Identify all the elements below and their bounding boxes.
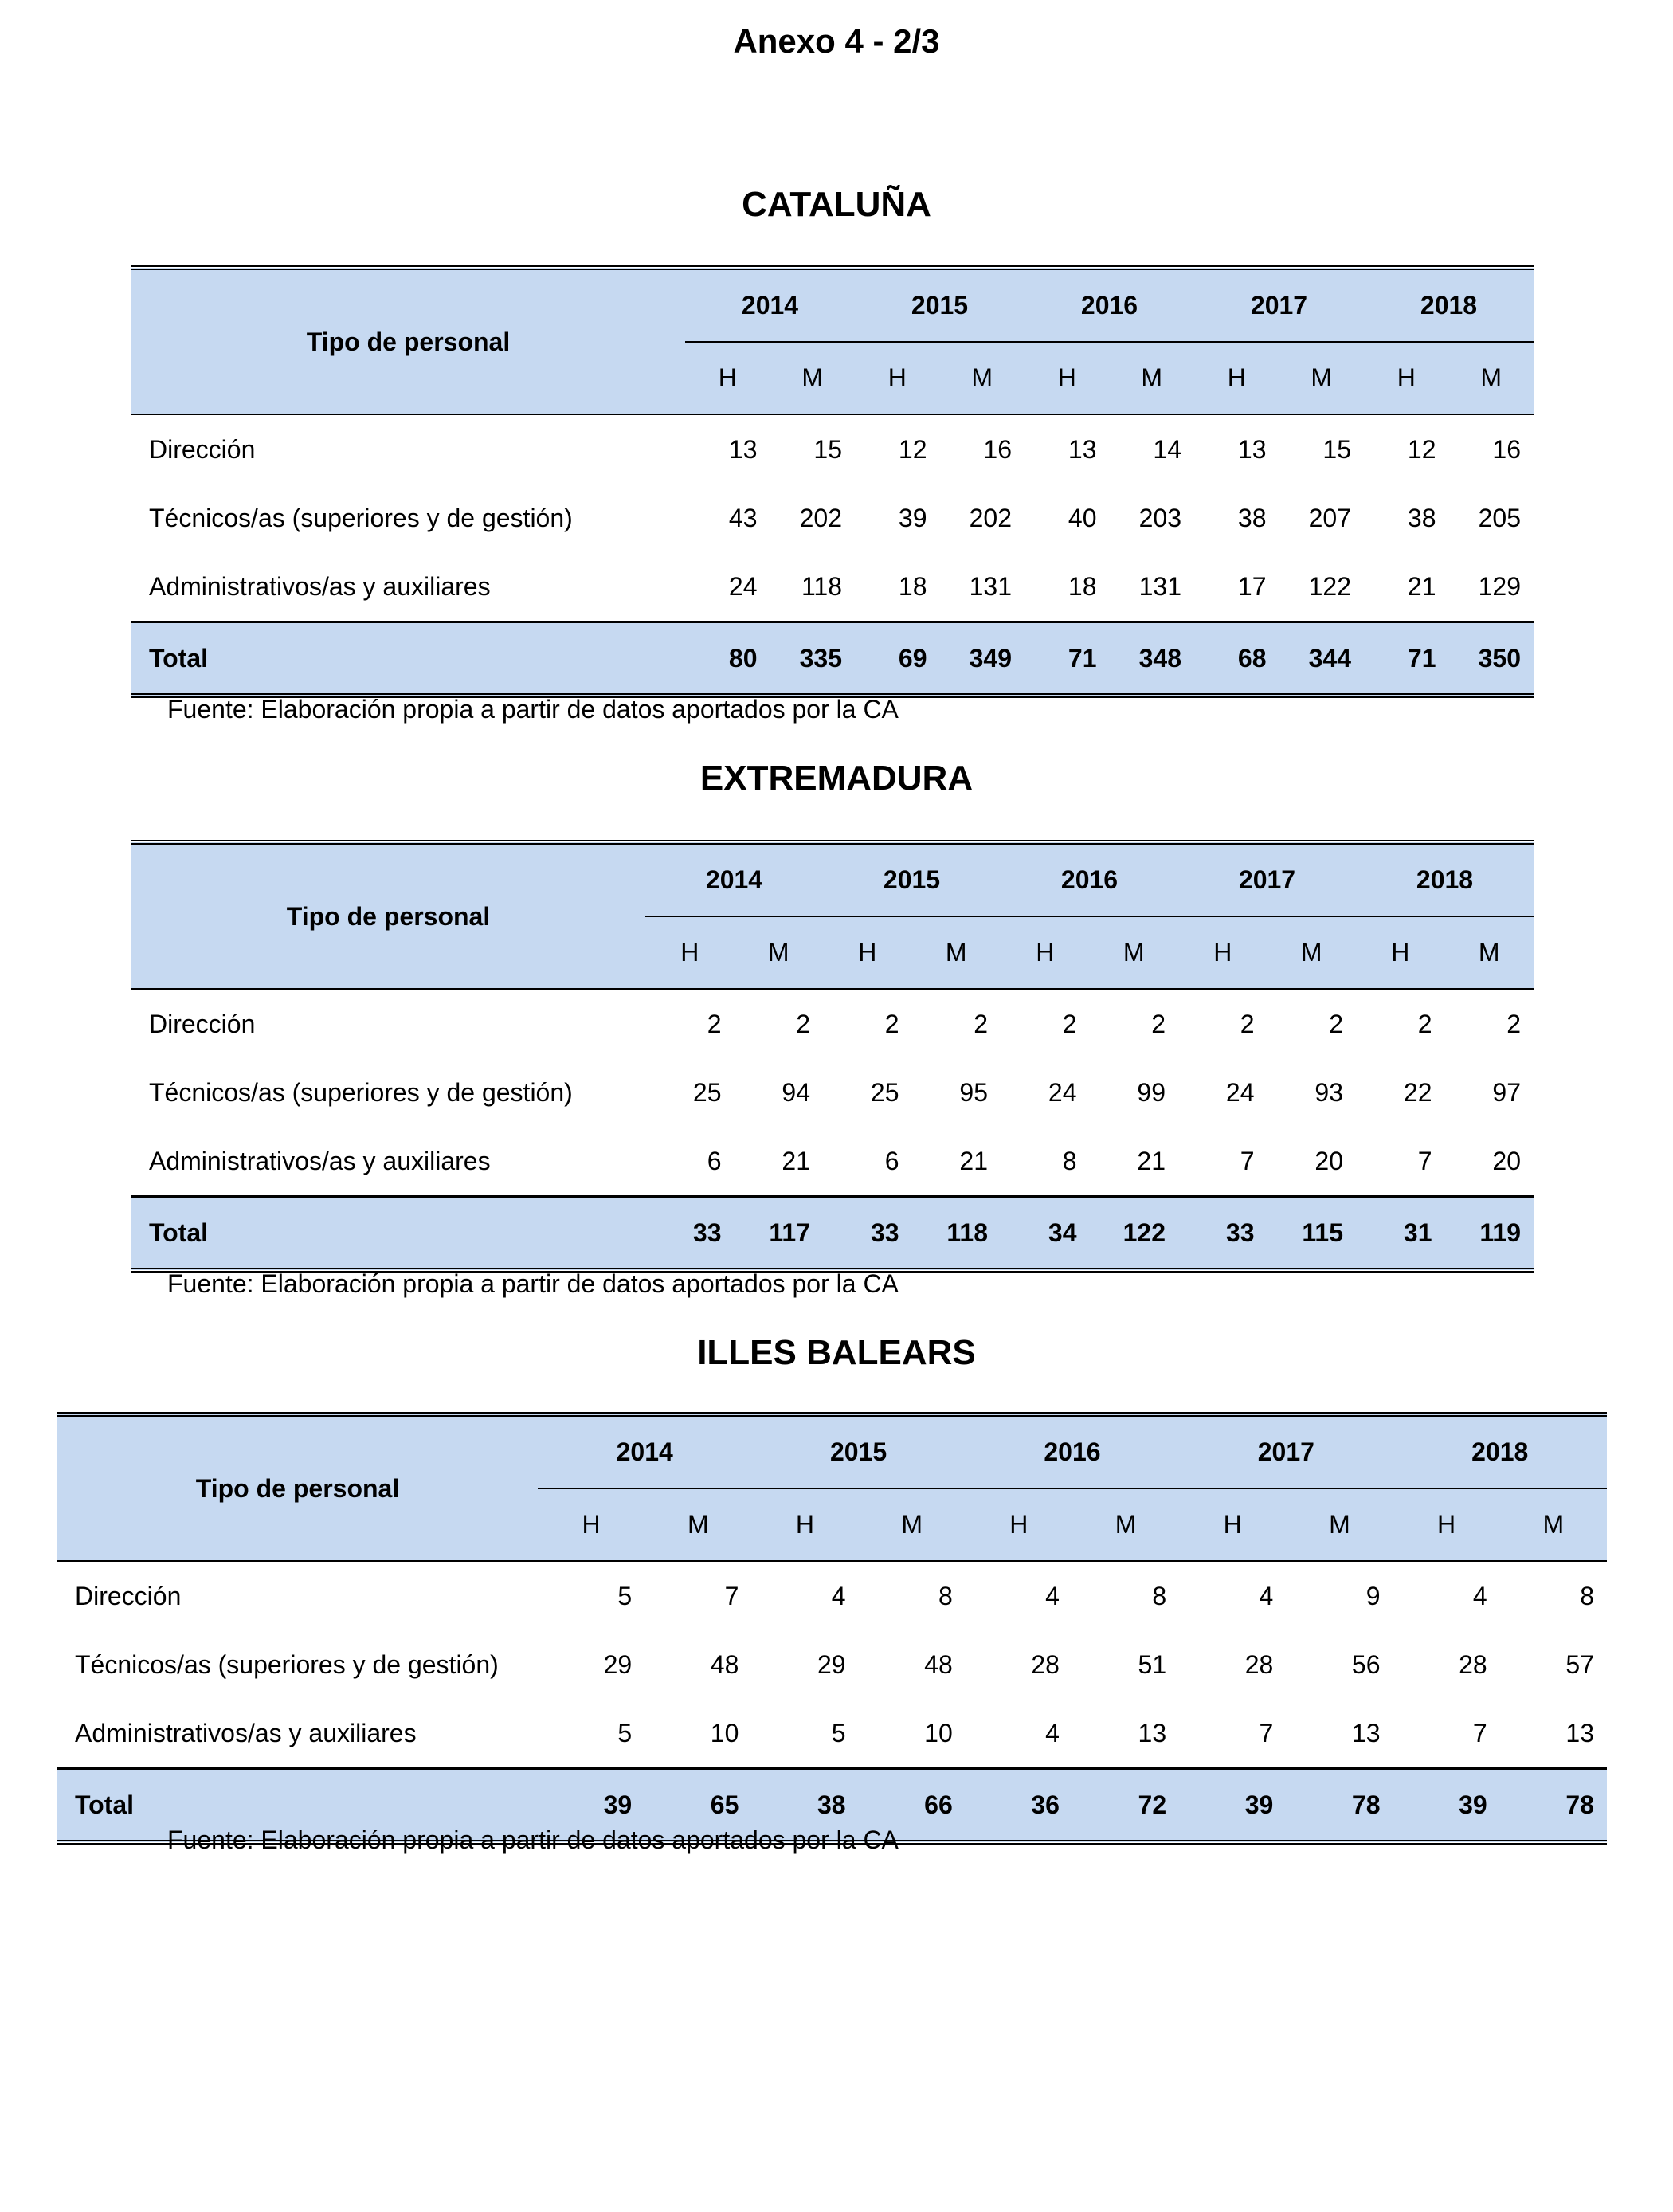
year-header: 2018 (1364, 268, 1534, 342)
table-row (57, 1561, 1607, 1630)
total-cell: 78 (1500, 1769, 1607, 1843)
sex-header-m: M (901, 1510, 923, 1539)
total-cell: 119 (1445, 1197, 1534, 1271)
page-title: Anexo 4 - 2/3 (733, 22, 940, 60)
sex-header-h: H (1223, 1510, 1242, 1539)
table-cell: 5 (831, 1718, 846, 1747)
table-cell: 48 (710, 1649, 739, 1679)
table-cell: 13 (1237, 434, 1267, 464)
table-cell: 207 (1308, 503, 1351, 532)
table-cell: 48 (924, 1649, 953, 1679)
total-cell: 39 (1393, 1769, 1500, 1843)
sex-header-m: M (1141, 363, 1163, 392)
table-cell: 16 (1492, 434, 1521, 464)
sex-header-h: H (1009, 1510, 1028, 1539)
year-header: 2015 (855, 268, 1025, 342)
sex-header-m: M (1311, 363, 1333, 392)
total-cell: 344 (1279, 622, 1365, 696)
table-cell: 39 (898, 503, 927, 532)
section-title-illes-balears: ILLES BALEARS (697, 1333, 976, 1372)
total-cell: 71 (1025, 622, 1110, 696)
source-note: Fuente: Elaboración propia a partir de datos aportados por la CA (167, 1826, 899, 1854)
table-cell: 43 (728, 503, 758, 532)
sex-header-h: H (1036, 938, 1055, 967)
sex-header-h: H (1391, 938, 1410, 967)
table-cell: 28 (1459, 1649, 1487, 1679)
table-cell: 56 (1351, 1649, 1381, 1679)
total-cell: 80 (685, 622, 770, 696)
year-header: 2017 (1194, 268, 1364, 342)
table-row (131, 414, 1534, 484)
total-cell: 33 (1178, 1197, 1267, 1271)
table-row (131, 1058, 1534, 1127)
table-cell: 97 (1492, 1077, 1521, 1107)
total-cell: 69 (855, 622, 940, 696)
table-cell: 2 (707, 1009, 722, 1038)
table-cell: 10 (924, 1718, 953, 1747)
total-cell: 68 (1194, 622, 1279, 696)
table-cell: 15 (1322, 434, 1351, 464)
row-label: Técnicos/as (superiores y de gestión) (149, 1077, 573, 1107)
row-label: Administrativos/as y auxiliares (75, 1718, 417, 1747)
table-cell: 24 (1225, 1077, 1255, 1107)
table-cell: 118 (801, 571, 842, 601)
table-cell: 10 (710, 1718, 739, 1747)
total-cell: 38 (751, 1769, 858, 1843)
total-cell: 39 (1179, 1769, 1286, 1843)
section-title-cataluna: CATALUÑA (742, 185, 931, 224)
table-cell: 2 (884, 1009, 899, 1038)
table-cell: 2 (974, 1009, 988, 1038)
table-cell: 22 (1403, 1077, 1432, 1107)
table-row (131, 484, 1534, 552)
table-cell: 13 (1351, 1718, 1381, 1747)
table-cell: 20 (1314, 1146, 1343, 1175)
total-cell: 118 (912, 1197, 1001, 1271)
table-cell: 13 (1138, 1718, 1167, 1747)
total-cell: 66 (859, 1769, 966, 1843)
table-cell: 7 (724, 1581, 739, 1610)
table-cell: 4 (1472, 1581, 1487, 1610)
table-cell: 15 (813, 434, 842, 464)
table-cell: 21 (1407, 571, 1436, 601)
row-label: Administrativos/as y auxiliares (149, 571, 491, 601)
row-label: Administrativos/as y auxiliares (149, 1146, 491, 1175)
table-cell: 202 (799, 503, 842, 532)
total-label: Total (131, 1197, 645, 1271)
total-row (131, 1197, 1534, 1271)
table-cell: 2 (1506, 1009, 1521, 1038)
table-cell: 57 (1565, 1649, 1594, 1679)
table-cell: 21 (782, 1146, 810, 1175)
total-row (131, 622, 1534, 696)
table-cell: 94 (782, 1077, 810, 1107)
total-cell: 348 (1110, 622, 1195, 696)
table-row (131, 989, 1534, 1058)
table-cell: 18 (898, 571, 927, 601)
staff-table (131, 840, 1534, 1273)
table-cell: 18 (1068, 571, 1097, 601)
table-cell: 9 (1365, 1581, 1381, 1610)
table-cell: 40 (1068, 503, 1097, 532)
table-cell: 6 (707, 1146, 722, 1175)
total-cell: 33 (823, 1197, 912, 1271)
table-cell: 21 (1137, 1146, 1166, 1175)
table-cell: 28 (1031, 1649, 1060, 1679)
year-header: 2015 (823, 842, 1001, 916)
table-cell: 13 (1565, 1718, 1594, 1747)
staff-table (131, 265, 1534, 698)
sex-header-m: M (1300, 938, 1322, 967)
sex-header-m: M (1115, 1510, 1137, 1539)
year-header: 2018 (1356, 842, 1534, 916)
section-title-extremadura: EXTREMADURA (699, 759, 974, 798)
table-cell: 129 (1478, 571, 1521, 601)
total-cell: 335 (770, 622, 856, 696)
table-cell: 202 (969, 503, 1012, 532)
column-header-tipo: Tipo de personal (131, 842, 645, 989)
table-cell: 21 (959, 1146, 988, 1175)
table-cell: 7 (1472, 1718, 1487, 1747)
table-cell: 8 (1062, 1146, 1077, 1175)
sex-header-h: H (1213, 938, 1232, 967)
total-cell: 39 (538, 1769, 645, 1843)
year-header: 2017 (1178, 842, 1356, 916)
table-cell: 20 (1492, 1146, 1521, 1175)
table-row (57, 1630, 1607, 1699)
sex-header-h: H (858, 938, 877, 967)
table-cell: 6 (884, 1146, 899, 1175)
table-cell: 12 (1407, 434, 1436, 464)
table-cell: 25 (870, 1077, 899, 1107)
table-row (131, 1127, 1534, 1197)
year-header: 2016 (1001, 842, 1178, 916)
table-row (57, 1699, 1607, 1769)
sex-header-m: M (1329, 1510, 1350, 1539)
row-label: Dirección (149, 1009, 256, 1038)
year-header: 2014 (685, 268, 855, 342)
total-cell: 65 (645, 1769, 751, 1843)
total-cell: 34 (1001, 1197, 1090, 1271)
table-cell: 203 (1138, 503, 1181, 532)
table-cell: 99 (1137, 1077, 1166, 1107)
table-cell: 8 (1152, 1581, 1167, 1610)
sex-header-m: M (767, 938, 789, 967)
table-cell: 25 (692, 1077, 722, 1107)
table-cell: 24 (1048, 1077, 1077, 1107)
column-header-tipo: Tipo de personal (57, 1414, 538, 1561)
total-label: Total (131, 622, 685, 696)
table-cell: 4 (1259, 1581, 1274, 1610)
row-label: Técnicos/as (superiores y de gestión) (75, 1649, 499, 1679)
sex-header-h: H (1057, 363, 1076, 392)
table-cell: 2 (1240, 1009, 1255, 1038)
year-header: 2015 (751, 1414, 965, 1488)
sex-header-m: M (1478, 938, 1500, 967)
sex-header-h: H (582, 1510, 601, 1539)
table-cell: 16 (983, 434, 1012, 464)
total-cell: 71 (1364, 622, 1449, 696)
table-cell: 51 (1138, 1649, 1167, 1679)
year-header: 2014 (645, 842, 823, 916)
source-note: Fuente: Elaboración propia a partir de datos aportados por la CA (167, 695, 899, 724)
sex-header-m: M (971, 363, 993, 392)
table-cell: 2 (1062, 1009, 1077, 1038)
table-cell: 17 (1237, 571, 1267, 601)
table-cell: 4 (831, 1581, 846, 1610)
row-label: Dirección (149, 434, 256, 464)
table-cell: 29 (603, 1649, 633, 1679)
total-cell: 349 (940, 622, 1025, 696)
table-cell: 4 (1045, 1581, 1060, 1610)
sex-header-h: H (1437, 1510, 1456, 1539)
total-cell: 36 (966, 1769, 1072, 1843)
year-header: 2016 (1025, 268, 1194, 342)
table-cell: 8 (1580, 1581, 1594, 1610)
table-cell: 28 (1244, 1649, 1274, 1679)
sex-header-m: M (1542, 1510, 1565, 1539)
sex-header-h: H (887, 363, 907, 392)
sex-header-m: M (945, 938, 967, 967)
column-header-tipo: Tipo de personal (131, 268, 685, 414)
table-illes-balears (57, 1412, 1607, 1845)
total-label: Total (57, 1769, 538, 1843)
table-cell: 38 (1407, 503, 1436, 532)
table-cell: 29 (817, 1649, 846, 1679)
table-cell: 7 (1259, 1718, 1274, 1747)
total-cell: 33 (645, 1197, 735, 1271)
total-cell: 115 (1267, 1197, 1357, 1271)
table-cell: 131 (969, 571, 1012, 601)
total-cell: 31 (1356, 1197, 1445, 1271)
table-cell: 12 (898, 434, 927, 464)
table-cell: 14 (1153, 434, 1181, 464)
table-cell: 38 (1237, 503, 1267, 532)
sex-header-h: H (795, 1510, 815, 1539)
table-cell: 4 (1045, 1718, 1060, 1747)
table-cell: 7 (1417, 1146, 1432, 1175)
table-cataluna (131, 265, 1534, 698)
table-cell: 2 (1417, 1009, 1432, 1038)
row-label: Técnicos/as (superiores y de gestión) (149, 503, 573, 532)
table-cell: 8 (938, 1581, 953, 1610)
sex-header-h: H (680, 938, 699, 967)
table-cell: 2 (1329, 1009, 1343, 1038)
sex-header-h: H (718, 363, 737, 392)
total-cell: 122 (1090, 1197, 1179, 1271)
year-header: 2018 (1393, 1414, 1608, 1488)
sex-header-m: M (687, 1510, 709, 1539)
table-cell: 5 (617, 1581, 633, 1610)
source-note: Fuente: Elaboración propia a partir de datos aportados por la CA (167, 1269, 899, 1298)
sex-header-m: M (1480, 363, 1503, 392)
table-cell: 95 (959, 1077, 988, 1107)
total-cell: 117 (735, 1197, 824, 1271)
row-label: Dirección (75, 1581, 182, 1610)
total-cell: 72 (1072, 1769, 1179, 1843)
year-header: 2016 (966, 1414, 1179, 1488)
staff-table (57, 1412, 1607, 1845)
year-header: 2017 (1179, 1414, 1393, 1488)
table-extremadura (131, 840, 1534, 1273)
table-cell: 2 (796, 1009, 810, 1038)
table-cell: 131 (1138, 571, 1181, 601)
table-cell: 5 (617, 1718, 633, 1747)
table-cell: 13 (1068, 434, 1097, 464)
year-header: 2014 (538, 1414, 751, 1488)
table-cell: 7 (1240, 1146, 1255, 1175)
table-row (131, 552, 1534, 622)
sex-header-h: H (1397, 363, 1416, 392)
table-cell: 2 (1151, 1009, 1166, 1038)
table-cell: 93 (1314, 1077, 1343, 1107)
total-cell: 78 (1286, 1769, 1393, 1843)
sex-header-h: H (1227, 363, 1246, 392)
table-cell: 205 (1478, 503, 1521, 532)
sex-header-m: M (801, 363, 824, 392)
total-cell: 350 (1449, 622, 1534, 696)
sex-header-m: M (1123, 938, 1145, 967)
table-cell: 13 (728, 434, 758, 464)
table-cell: 24 (728, 571, 758, 601)
table-cell: 122 (1308, 571, 1351, 601)
